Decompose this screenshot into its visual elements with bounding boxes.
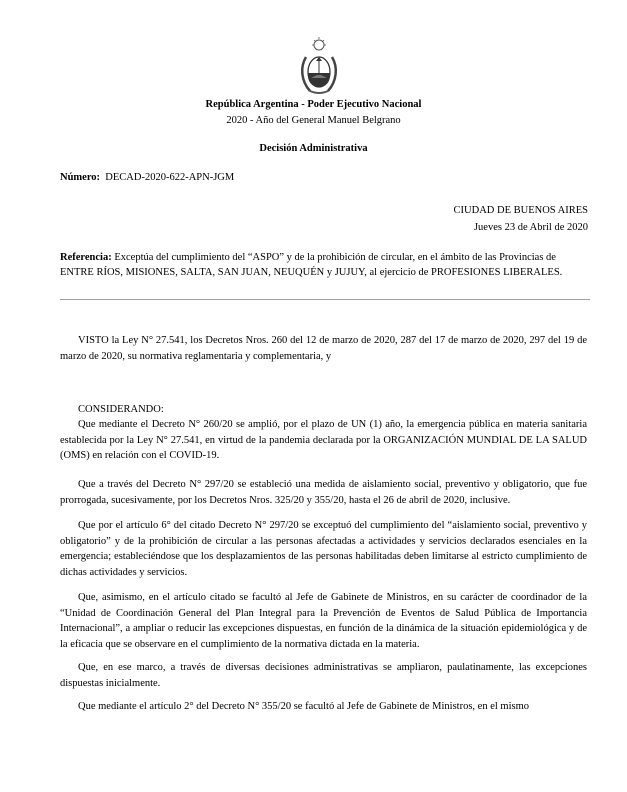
document-type: Decisión Administrativa xyxy=(259,143,368,154)
paragraph-4: Que, asimismo, en el artículo citado se facultó al Jefe de Gabinete de Ministros, en su carácter de coordinador de la “Unidad de Coordinación General del Plan Integral para la Prevención de Eventos de Salud Pública de Importancia Internacional”, a ampliar o reducir las excepciones dispuestas, en función de la dinámica de la situación epidemiológica y de la eficacia que se observare en el cumplimiento de la normativa dictada en la materia. xyxy=(60,592,587,650)
coat-of-arms-icon xyxy=(298,37,340,97)
referencia-label: Referencia: xyxy=(60,252,112,263)
city: CIUDAD DE BUENOS AIRES xyxy=(453,205,588,216)
paragraph-1: Que mediante el Decreto N° 260/20 se amplió, por el plazo de UN (1) año, la emergencia pública en materia sanitaria establecida por la Ley N° 27.541, en virtud de la pandemia declarada por la ORGANIZACIÓN MUNDIAL DE LA SALUD (OMS) en relación con el COVID-19. xyxy=(60,419,587,462)
year-motto: 2020 - Año del General Manuel Belgrano xyxy=(226,115,401,126)
paragraph-3: Que por el artículo 6° del citado Decreto N° 297/20 se exceptuó del cumplimiento del “aislamiento social, preventivo y obligatorio” y de la prohibición de circular a las personas afectadas a actividades y servicios declarados esenciales en la emergencia; estableciéndose que los desplazamientos de las personas habilitadas deben limitarse al estricto cumplimiento de dichas actividades y servicios. xyxy=(60,520,587,578)
date: Jueves 23 de Abril de 2020 xyxy=(473,222,588,233)
referencia-text: Exceptúa del cumplimiento del “ASPO” y de la prohibición de circular, en el ámbito de las Provincias de ENTRE RÍOS, MISIONES, SALTA, SAN JUAN, NEUQUÉN y JUJUY, al ejercicio de PROFESIONES LIBERALES. xyxy=(60,252,563,278)
visto-paragraph: VISTO la Ley N° 27.541, los Decretos Nros. 260 del 12 de marzo de 2020, 287 del 17 de marzo de 2020, 297 del 19 de marzo de 2020, su normativa reglamentaria y complementaria, y xyxy=(60,335,587,362)
document-number xyxy=(60,172,234,183)
paragraph-2: Que a través del Decreto N° 297/20 se estableció una medida de aislamiento social, preventivo y obligatorio, que fue prorrogada, sucesivamente, por los Decretos Nros. 325/20 y 355/20, hasta el 26 de abril de 2020, inclusive. xyxy=(60,479,587,506)
referencia xyxy=(60,250,590,280)
number-value: DECAD-2020-622-APN-JGM xyxy=(105,172,235,183)
paragraph-5: Que, en ese marco, a través de diversas decisiones administrativas se ampliaron, paulatinamente, las excepciones dispuestas inicialmente. xyxy=(60,662,587,689)
considerando-heading: CONSIDERANDO: xyxy=(78,404,164,415)
divider xyxy=(60,299,590,300)
number-label: Número: xyxy=(60,172,101,183)
paragraph-6: Que mediante el artículo 2° del Decreto N° 355/20 se facultó al Jefe de Gabinete de Ministros, en el mismo xyxy=(78,701,530,712)
issuer-line: República Argentina - Poder Ejecutivo Nacional xyxy=(205,99,422,110)
